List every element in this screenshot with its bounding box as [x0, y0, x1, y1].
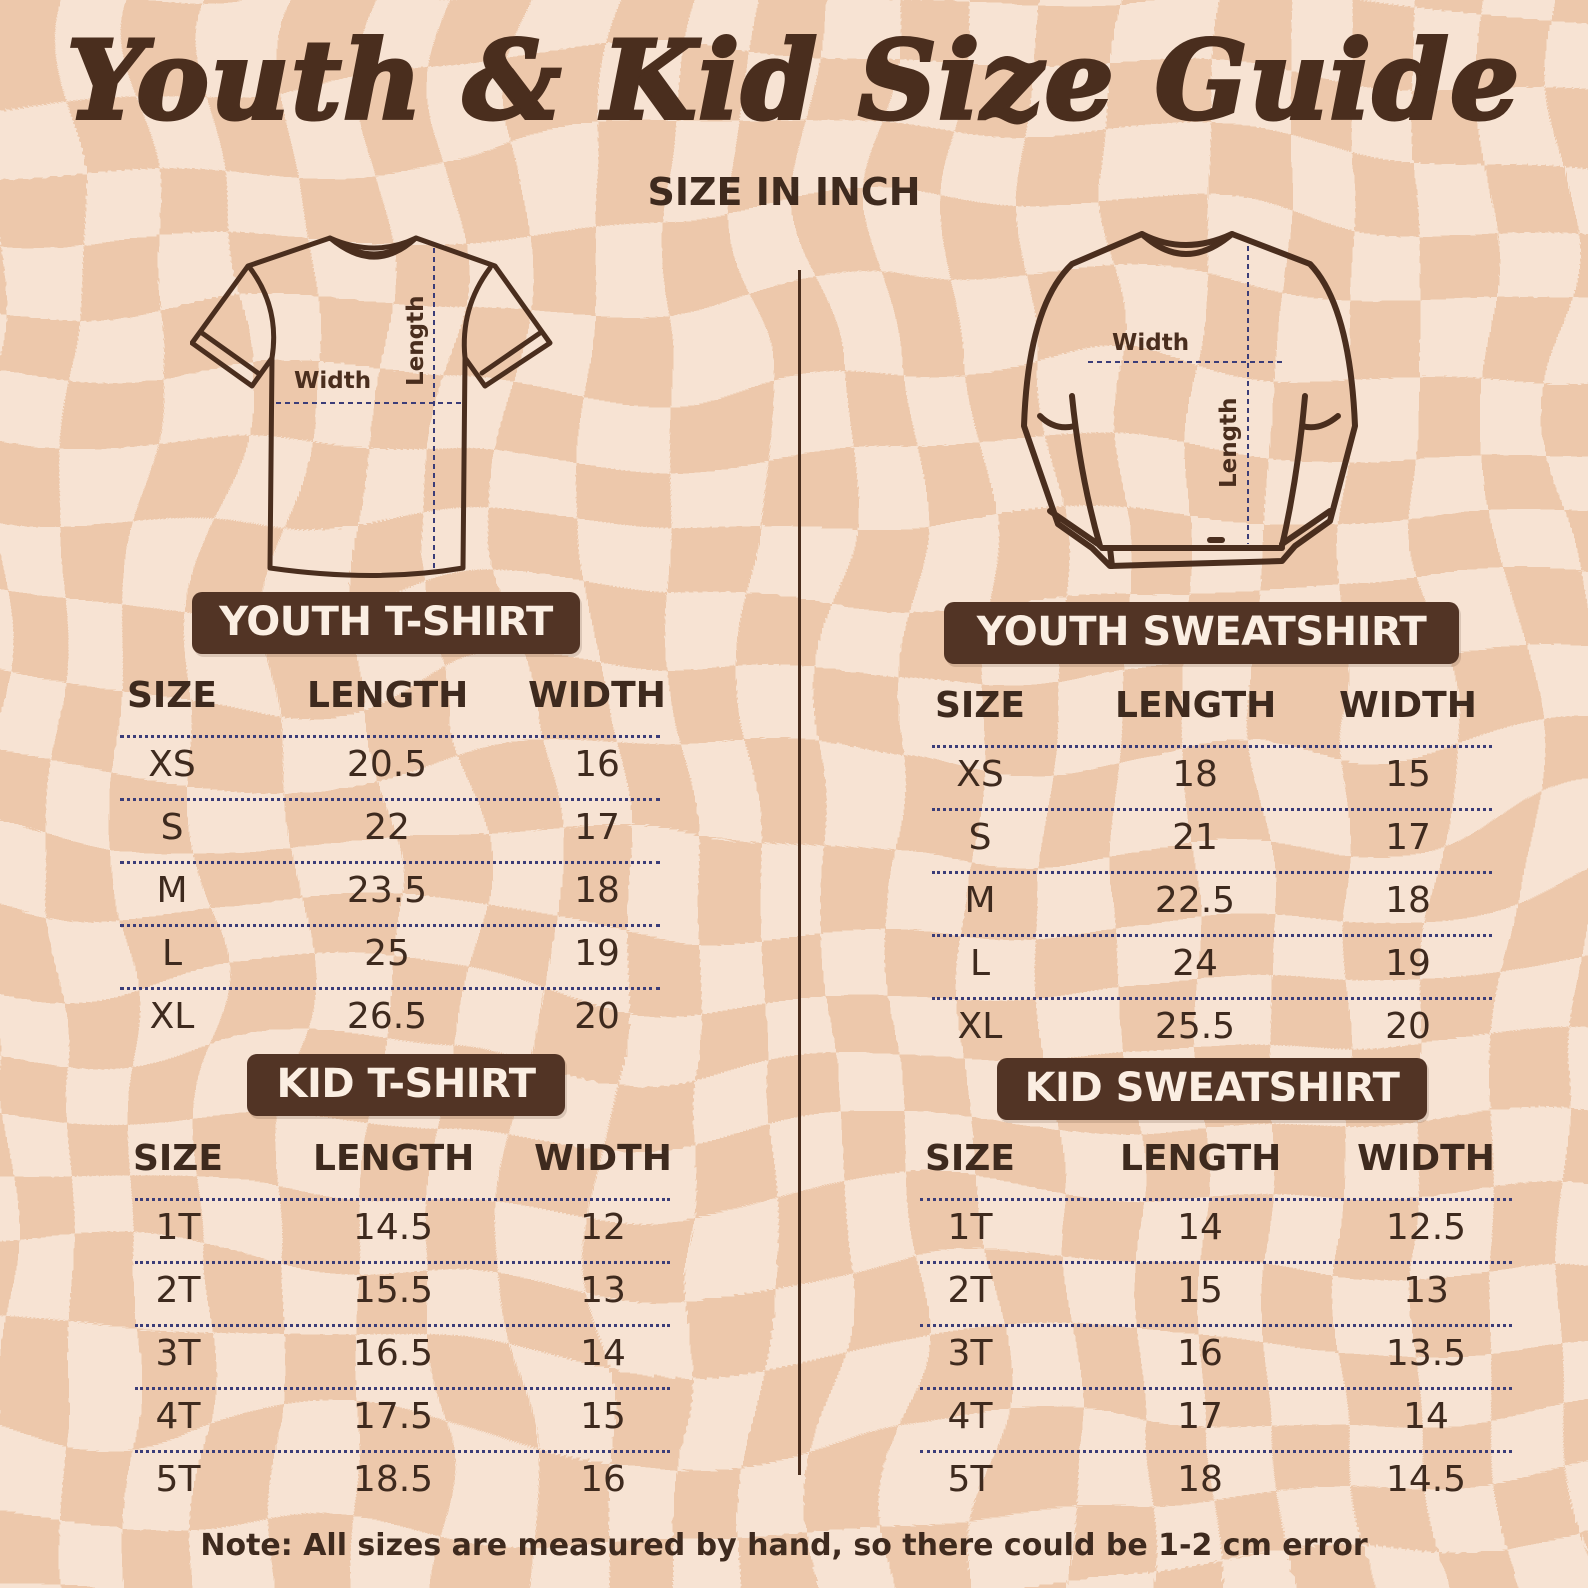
cell-width: 16: [574, 744, 620, 785]
cell-size: 4T: [155, 1396, 201, 1437]
cell-length: 16.5: [352, 1333, 434, 1374]
kid-sweatshirt-table: [920, 1138, 1512, 1513]
tshirt-outline-icon: [190, 228, 560, 588]
cell-length: 18: [1172, 754, 1218, 795]
cell-length: 17: [1177, 1396, 1223, 1437]
cell-length: 25: [364, 933, 410, 974]
page-subtitle: SIZE IN INCH: [647, 170, 921, 214]
cell-length: 22: [364, 807, 410, 848]
cell-width: 17: [574, 807, 620, 848]
cell-size: 5T: [155, 1459, 201, 1500]
cell-length: 23.5: [346, 870, 428, 911]
table-row: [920, 1450, 1512, 1513]
table-row: [920, 1198, 1512, 1261]
cell-length: 18.5: [352, 1459, 434, 1500]
cell-length: 14.5: [352, 1207, 434, 1248]
table-row: [920, 1261, 1512, 1324]
table-header: [120, 675, 666, 735]
cell-length: 25.5: [1154, 1006, 1236, 1047]
page-title: Youth & Kid Size Guide: [66, 18, 1522, 144]
column-divider: [798, 270, 801, 1475]
cell-size: 2T: [947, 1270, 993, 1311]
cell-size: S: [160, 807, 184, 848]
cell-length: 20.5: [346, 744, 428, 785]
header-width: WIDTH: [528, 675, 666, 716]
table-row: [120, 798, 660, 861]
sweatshirt-length-label: Length: [1216, 397, 1242, 488]
table-row: [932, 934, 1492, 997]
measurement-note: Note: All sizes are measured by hand, so there could be 1-2 cm error: [200, 1528, 1368, 1563]
cell-width: 13: [1403, 1270, 1449, 1311]
header-width: WIDTH: [1339, 685, 1477, 726]
cell-width: 15: [1385, 754, 1431, 795]
cell-width: 15: [580, 1396, 626, 1437]
cell-length: 21: [1172, 817, 1218, 858]
cell-size: M: [156, 870, 188, 911]
table-row: [120, 861, 660, 924]
header-length: LENGTH: [1120, 1138, 1282, 1179]
kid-sweatshirt-badge: KID SWEATSHIRT: [997, 1058, 1427, 1120]
header-width: WIDTH: [1357, 1138, 1495, 1179]
table-row: [932, 745, 1492, 808]
table-row: [120, 735, 660, 798]
header-length: LENGTH: [1115, 685, 1277, 726]
cell-size: 4T: [947, 1396, 993, 1437]
cell-length: 14: [1177, 1207, 1223, 1248]
cell-width: 19: [1385, 943, 1431, 984]
table-row: [932, 997, 1492, 1060]
cell-width: 20: [574, 996, 620, 1037]
cell-width: 14: [580, 1333, 626, 1374]
table-row: [135, 1261, 670, 1324]
youth-tshirt-table: [120, 675, 666, 1050]
cell-size: 5T: [947, 1459, 993, 1500]
cell-width: 18: [1385, 880, 1431, 921]
table-row: [135, 1198, 670, 1261]
table-row: [135, 1324, 670, 1387]
cell-size: S: [968, 817, 992, 858]
cell-width: 14.5: [1385, 1459, 1467, 1500]
cell-width: 19: [574, 933, 620, 974]
header-length: LENGTH: [313, 1138, 475, 1179]
cell-length: 16: [1177, 1333, 1223, 1374]
table-row: [120, 987, 660, 1050]
table-header: [932, 685, 1492, 745]
sweatshirt-outline-icon: [1020, 226, 1365, 581]
table-row: [932, 871, 1492, 934]
cell-length: 18: [1177, 1459, 1223, 1500]
tshirt-length-label: Length: [403, 295, 429, 386]
cell-size: 2T: [155, 1270, 201, 1311]
cell-width: 13: [580, 1270, 626, 1311]
cell-size: 3T: [155, 1333, 201, 1374]
table-row: [120, 924, 660, 987]
cell-length: 15: [1177, 1270, 1223, 1311]
cell-size: 3T: [947, 1333, 993, 1374]
table-row: [932, 808, 1492, 871]
cell-length: 15.5: [352, 1270, 434, 1311]
cell-size: M: [964, 880, 996, 921]
cell-width: 18: [574, 870, 620, 911]
table-row: [920, 1387, 1512, 1450]
header-size: SIZE: [126, 675, 218, 716]
cell-size: XL: [149, 996, 195, 1037]
cell-size: XL: [957, 1006, 1003, 1047]
cell-length: 22.5: [1154, 880, 1236, 921]
header-size: SIZE: [132, 1138, 224, 1179]
cell-width: 13.5: [1385, 1333, 1467, 1374]
kid-tshirt-badge: KID T-SHIRT: [247, 1054, 565, 1116]
header-width: WIDTH: [534, 1138, 672, 1179]
cell-width: 14: [1403, 1396, 1449, 1437]
cell-size: XS: [956, 754, 1004, 795]
sweatshirt-width-label: Width: [1112, 330, 1190, 356]
cell-size: L: [969, 943, 991, 984]
cell-width: 16: [580, 1459, 626, 1500]
cell-length: 17.5: [352, 1396, 434, 1437]
cell-width: 12: [580, 1207, 626, 1248]
youth-sweatshirt-table: [932, 685, 1492, 1060]
table-row: [920, 1324, 1512, 1387]
table-row: [135, 1387, 670, 1450]
cell-size: XS: [148, 744, 196, 785]
tshirt-width-label: Width: [294, 368, 372, 394]
header-size: SIZE: [924, 1138, 1016, 1179]
cell-width: 20: [1385, 1006, 1431, 1047]
table-header: [920, 1138, 1512, 1198]
cell-size: L: [161, 933, 183, 974]
cell-size: 1T: [155, 1207, 201, 1248]
youth-tshirt-badge: YOUTH T-SHIRT: [192, 592, 580, 654]
cell-size: 1T: [947, 1207, 993, 1248]
youth-sweatshirt-badge: YOUTH SWEATSHIRT: [944, 602, 1459, 664]
header-size: SIZE: [934, 685, 1026, 726]
cell-width: 12.5: [1385, 1207, 1467, 1248]
header-length: LENGTH: [307, 675, 469, 716]
table-header: [132, 1138, 672, 1198]
cell-length: 24: [1172, 943, 1218, 984]
cell-length: 26.5: [346, 996, 428, 1037]
cell-width: 17: [1385, 817, 1431, 858]
kid-tshirt-table: [132, 1138, 672, 1513]
table-row: [135, 1450, 670, 1513]
